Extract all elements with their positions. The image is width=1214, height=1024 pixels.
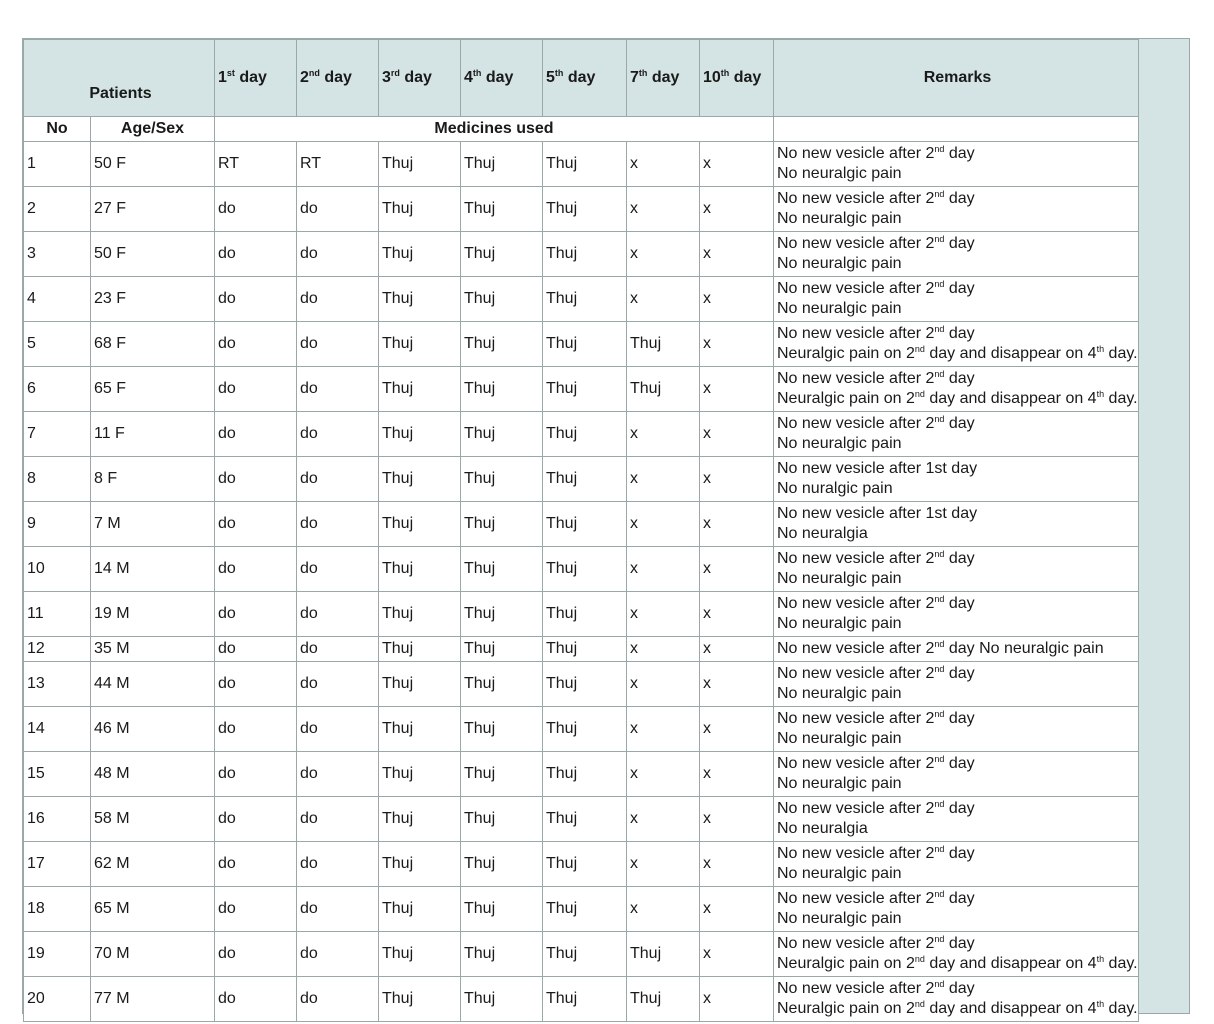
medicine-cell: Thuj	[543, 842, 627, 887]
patient-table	[23, 39, 1139, 1022]
remark-line: No new vesicle after 2nd day	[777, 234, 975, 252]
medicine-cell: do	[215, 457, 297, 502]
medicine-cell: Thuj	[461, 547, 543, 592]
remarks-cell	[774, 592, 1139, 637]
medicine-cell: do	[215, 842, 297, 887]
medicine-cell: x	[700, 502, 774, 547]
medicine-cell: x	[700, 752, 774, 797]
medicine-cell: Thuj	[379, 547, 461, 592]
age-sex-cell: 8 F	[91, 457, 215, 502]
medicine-cell: Thuj	[461, 797, 543, 842]
medicine-cell: x	[627, 142, 700, 187]
medicine-cell: Thuj	[543, 887, 627, 932]
medicine-cell: Thuj	[379, 412, 461, 457]
medicine-cell: Thuj	[379, 637, 461, 662]
medicine-cell: Thuj	[379, 887, 461, 932]
medicine-cell: do	[297, 412, 379, 457]
age-sex-cell: 14 M	[91, 547, 215, 592]
medicine-cell: Thuj	[461, 662, 543, 707]
remarks-cell	[774, 277, 1139, 322]
medicine-cell: Thuj	[543, 322, 627, 367]
medicine-cell: Thuj	[379, 367, 461, 412]
medicine-cell: Thuj	[461, 887, 543, 932]
medicine-cell: Thuj	[543, 977, 627, 1022]
table-row	[24, 412, 1139, 457]
patient-no-cell: 13	[24, 662, 91, 707]
age-sex-cell: 11 F	[91, 412, 215, 457]
medicine-cell: x	[627, 637, 700, 662]
patient-no-cell: 9	[24, 502, 91, 547]
remark-line: No new vesicle after 2nd day	[777, 324, 975, 342]
remarks-cell	[774, 457, 1139, 502]
medicine-cell: Thuj	[461, 752, 543, 797]
remark-line: No new vesicle after 2nd day	[777, 889, 975, 907]
remark-line: Neuralgic pain on 2nd day and disappear on 4th day.	[777, 344, 1138, 362]
subheader-row	[24, 117, 1139, 142]
medicine-cell: Thuj	[461, 412, 543, 457]
medicine-cell: Thuj	[461, 502, 543, 547]
medicine-cell: Thuj	[461, 842, 543, 887]
table-row	[24, 662, 1139, 707]
medicine-cell: Thuj	[627, 322, 700, 367]
remark-line: No neuralgic pain	[777, 570, 902, 587]
age-sex-cell: 50 F	[91, 232, 215, 277]
table-row	[24, 637, 1139, 662]
medicine-cell: do	[215, 322, 297, 367]
remark-line: No neuralgic pain	[777, 910, 902, 927]
medicine-cell: x	[700, 887, 774, 932]
medicine-cell: Thuj	[461, 187, 543, 232]
medicine-cell: x	[627, 457, 700, 502]
remarks-cell	[774, 547, 1139, 592]
remark-line: No nuralgic pain	[777, 480, 893, 497]
remark-line: No neuralgic pain	[777, 865, 902, 882]
patient-no-cell: 10	[24, 547, 91, 592]
patient-no-cell: 5	[24, 322, 91, 367]
remark-line: No new vesicle after 1st day	[777, 505, 978, 522]
age-sex-cell: 68 F	[91, 322, 215, 367]
medicine-cell: Thuj	[543, 662, 627, 707]
medicine-cell: Thuj	[543, 707, 627, 752]
patient-no-cell: 12	[24, 637, 91, 662]
age-sex-cell: 65 F	[91, 367, 215, 412]
medicine-cell: x	[627, 547, 700, 592]
remark-line: No new vesicle after 2nd day	[777, 664, 975, 682]
remark-line: Neuralgic pain on 2nd day and disappear on 4th day.	[777, 954, 1138, 972]
medicine-cell: do	[215, 707, 297, 752]
table-row	[24, 592, 1139, 637]
remarks-cell	[774, 322, 1139, 367]
medicine-cell: x	[700, 592, 774, 637]
table-row	[24, 187, 1139, 232]
remarks-cell	[774, 887, 1139, 932]
remarks-cell	[774, 187, 1139, 232]
remark-line: No new vesicle after 2nd day	[777, 844, 975, 862]
medicine-cell: x	[700, 842, 774, 887]
medicine-cell: do	[215, 662, 297, 707]
medicine-cell: do	[215, 637, 297, 662]
medicine-cell: do	[297, 592, 379, 637]
age-sex-cell: 35 M	[91, 637, 215, 662]
remarks-subheader	[774, 117, 1139, 142]
patient-no-cell: 1	[24, 142, 91, 187]
remark-line: No new vesicle after 2nd day	[777, 934, 975, 952]
remarks-header: Remarks	[774, 40, 1139, 117]
remark-line: No new vesicle after 2nd day	[777, 144, 975, 162]
medicine-cell: Thuj	[461, 977, 543, 1022]
age-sex-cell: 77 M	[91, 977, 215, 1022]
patient-no-cell: 19	[24, 932, 91, 977]
remark-line: No new vesicle after 2nd day	[777, 189, 975, 207]
medicine-cell: x	[700, 142, 774, 187]
medicine-cell: Thuj	[461, 637, 543, 662]
medicine-cell: Thuj	[543, 592, 627, 637]
medicine-cell: x	[700, 412, 774, 457]
medicine-cell: do	[297, 662, 379, 707]
remarks-cell	[774, 752, 1139, 797]
remark-line: No new vesicle after 1st day	[777, 460, 978, 477]
medicine-cell: do	[297, 797, 379, 842]
remark-line: No new vesicle after 2nd day	[777, 594, 975, 612]
age-sex-cell: 50 F	[91, 142, 215, 187]
medicine-cell: x	[700, 637, 774, 662]
medicine-cell: RT	[297, 142, 379, 187]
patient-no-cell: 3	[24, 232, 91, 277]
medicine-cell: x	[700, 187, 774, 232]
age-sex-cell: 27 F	[91, 187, 215, 232]
medicine-cell: Thuj	[543, 187, 627, 232]
remarks-cell	[774, 142, 1139, 187]
medicine-cell: Thuj	[543, 502, 627, 547]
remarks-cell	[774, 637, 1139, 662]
medicine-cell: do	[215, 367, 297, 412]
medicine-cell: Thuj	[543, 752, 627, 797]
medicine-cell: x	[700, 932, 774, 977]
medicine-cell: do	[297, 887, 379, 932]
medicine-cell: do	[297, 277, 379, 322]
remarks-cell	[774, 707, 1139, 752]
medicine-cell: Thuj	[461, 142, 543, 187]
medicine-cell: do	[297, 932, 379, 977]
patient-no-cell: 4	[24, 277, 91, 322]
medicine-cell: do	[215, 592, 297, 637]
medicine-cell: x	[700, 367, 774, 412]
medicine-cell: x	[700, 322, 774, 367]
medicine-cell: x	[627, 277, 700, 322]
medicine-cell: do	[215, 977, 297, 1022]
table-row	[24, 977, 1139, 1022]
patient-no-cell: 15	[24, 752, 91, 797]
medicine-cell: Thuj	[461, 277, 543, 322]
day-header: 7th day	[627, 40, 700, 117]
medicine-cell: Thuj	[379, 232, 461, 277]
medicine-cell: x	[700, 797, 774, 842]
medicine-cell: do	[215, 887, 297, 932]
age-sex-cell: 23 F	[91, 277, 215, 322]
remarks-cell	[774, 232, 1139, 277]
medicine-cell: do	[215, 547, 297, 592]
remark-line: No neuralgic pain	[777, 685, 902, 702]
age-sex-cell: 62 M	[91, 842, 215, 887]
remark-line: No new vesicle after 2nd day	[777, 369, 975, 387]
medicine-cell: x	[627, 797, 700, 842]
remark-line: Neuralgic pain on 2nd day and disappear on 4th day.	[777, 999, 1138, 1017]
medicine-cell: do	[297, 977, 379, 1022]
medicine-cell: x	[627, 662, 700, 707]
remark-line: No neuralgic pain	[777, 300, 902, 317]
medicine-cell: do	[215, 232, 297, 277]
table-row	[24, 842, 1139, 887]
table-row	[24, 887, 1139, 932]
medicines-used-header: Medicines used	[215, 117, 774, 142]
medicine-cell: Thuj	[379, 142, 461, 187]
medicine-cell: x	[627, 887, 700, 932]
medicine-cell: do	[215, 932, 297, 977]
medicine-cell: Thuj	[379, 662, 461, 707]
medicine-cell: do	[215, 277, 297, 322]
medicine-cell: do	[297, 752, 379, 797]
medicine-cell: Thuj	[543, 367, 627, 412]
medicine-cell: Thuj	[461, 232, 543, 277]
medicine-cell: Thuj	[627, 367, 700, 412]
day-header: 1st day	[215, 40, 297, 117]
remarks-cell	[774, 797, 1139, 842]
medicine-cell: do	[215, 752, 297, 797]
table-row	[24, 457, 1139, 502]
day-header: 3rd day	[379, 40, 461, 117]
medicine-cell: x	[627, 707, 700, 752]
age-sex-cell: 46 M	[91, 707, 215, 752]
medicine-cell: Thuj	[543, 547, 627, 592]
medicine-cell: x	[627, 502, 700, 547]
remark-line: No neuralgic pain	[777, 255, 902, 272]
age-sex-cell: 65 M	[91, 887, 215, 932]
medicine-cell: Thuj	[543, 277, 627, 322]
table-row	[24, 932, 1139, 977]
header-row	[24, 40, 1139, 117]
day-header: 2nd day	[297, 40, 379, 117]
remark-line: No neuralgia	[777, 820, 868, 837]
table-row	[24, 142, 1139, 187]
remarks-cell	[774, 842, 1139, 887]
table-row	[24, 547, 1139, 592]
table-row	[24, 367, 1139, 412]
remarks-cell	[774, 502, 1139, 547]
age-sex-cell: 7 M	[91, 502, 215, 547]
age-sex-header: Age/Sex	[91, 117, 215, 142]
patient-no-cell: 20	[24, 977, 91, 1022]
patient-no-cell: 7	[24, 412, 91, 457]
table-row	[24, 707, 1139, 752]
remark-line: No new vesicle after 2nd day	[777, 799, 975, 817]
remark-line: No new vesicle after 2nd day	[777, 549, 975, 567]
patient-no-cell: 17	[24, 842, 91, 887]
table-row	[24, 502, 1139, 547]
age-sex-cell: 19 M	[91, 592, 215, 637]
medicine-cell: do	[215, 412, 297, 457]
no-header: No	[24, 117, 91, 142]
remark-line: No neuralgic pain	[777, 615, 902, 632]
day-header: 5th day	[543, 40, 627, 117]
patients-header: Patients	[24, 40, 215, 117]
medicine-cell: Thuj	[627, 932, 700, 977]
remarks-cell	[774, 977, 1139, 1022]
medicine-cell: Thuj	[543, 232, 627, 277]
medicine-cell: Thuj	[379, 842, 461, 887]
medicine-cell: x	[700, 707, 774, 752]
medicine-cell: do	[297, 707, 379, 752]
medicine-cell: Thuj	[379, 752, 461, 797]
remark-line: No neuralgic pain	[777, 210, 902, 227]
medicine-cell: Thuj	[543, 457, 627, 502]
medicine-cell: Thuj	[379, 707, 461, 752]
patient-no-cell: 8	[24, 457, 91, 502]
medicine-cell: do	[297, 842, 379, 887]
medicine-cell: Thuj	[543, 932, 627, 977]
medicine-cell: Thuj	[379, 187, 461, 232]
medicine-cell: x	[700, 977, 774, 1022]
remark-line: No neuralgic pain	[777, 730, 902, 747]
remark-line: No new vesicle after 2nd day	[777, 709, 975, 727]
remark-line: No neuralgic pain	[777, 775, 902, 792]
medicine-cell: do	[297, 367, 379, 412]
medicine-cell: Thuj	[461, 707, 543, 752]
medicine-cell: do	[215, 797, 297, 842]
medicine-cell: Thuj	[379, 592, 461, 637]
medicine-cell: Thuj	[379, 322, 461, 367]
medicine-cell: do	[215, 187, 297, 232]
medicine-cell: x	[700, 547, 774, 592]
medicine-cell: x	[700, 457, 774, 502]
remarks-cell	[774, 412, 1139, 457]
table-row	[24, 752, 1139, 797]
remark-line: No new vesicle after 2nd day	[777, 414, 975, 432]
remarks-cell	[774, 367, 1139, 412]
medicine-cell: Thuj	[379, 932, 461, 977]
remark-line: No new vesicle after 2nd day	[777, 279, 975, 297]
table-row	[24, 232, 1139, 277]
day-header: 10th day	[700, 40, 774, 117]
medicine-cell: x	[627, 752, 700, 797]
medicine-cell: Thuj	[543, 637, 627, 662]
patient-no-cell: 11	[24, 592, 91, 637]
patient-no-cell: 6	[24, 367, 91, 412]
medicine-cell: Thuj	[461, 592, 543, 637]
medicine-cell: Thuj	[461, 457, 543, 502]
medicine-cell: Thuj	[379, 797, 461, 842]
medicine-cell: x	[627, 187, 700, 232]
table-row	[24, 322, 1139, 367]
age-sex-cell: 44 M	[91, 662, 215, 707]
medicine-cell: Thuj	[543, 412, 627, 457]
table-row	[24, 277, 1139, 322]
patient-no-cell: 18	[24, 887, 91, 932]
medicine-cell: do	[297, 232, 379, 277]
medicine-cell: Thuj	[627, 977, 700, 1022]
medicine-cell: Thuj	[461, 367, 543, 412]
medicine-cell: do	[297, 187, 379, 232]
remark-line: No new vesicle after 2nd day No neuralgic pain	[777, 639, 1104, 657]
medicine-cell: do	[297, 637, 379, 662]
medicine-cell: Thuj	[379, 502, 461, 547]
table-container	[22, 38, 1190, 1017]
remarks-cell	[774, 662, 1139, 707]
remark-line: No neuralgic pain	[777, 435, 902, 452]
medicine-cell: Thuj	[543, 797, 627, 842]
patient-no-cell: 14	[24, 707, 91, 752]
patient-no-cell: 16	[24, 797, 91, 842]
remark-line: No neuralgia	[777, 525, 868, 542]
medicine-cell: x	[627, 842, 700, 887]
medicine-cell: Thuj	[461, 932, 543, 977]
medicine-cell: Thuj	[379, 977, 461, 1022]
medicine-cell: x	[700, 662, 774, 707]
medicine-cell: Thuj	[379, 277, 461, 322]
medicine-cell: x	[700, 277, 774, 322]
medicine-cell: Thuj	[461, 322, 543, 367]
medicine-cell: do	[215, 502, 297, 547]
remark-line: No new vesicle after 2nd day	[777, 979, 975, 997]
medicine-cell: x	[700, 232, 774, 277]
day-header: 4th day	[461, 40, 543, 117]
remark-line: No neuralgic pain	[777, 165, 902, 182]
age-sex-cell: 58 M	[91, 797, 215, 842]
medicine-cell: do	[297, 547, 379, 592]
patient-no-cell: 2	[24, 187, 91, 232]
age-sex-cell: 48 M	[91, 752, 215, 797]
remark-line: No new vesicle after 2nd day	[777, 754, 975, 772]
medicine-cell: x	[627, 412, 700, 457]
medicine-cell: do	[297, 502, 379, 547]
table-row	[24, 797, 1139, 842]
medicine-cell: do	[297, 457, 379, 502]
age-sex-cell: 70 M	[91, 932, 215, 977]
medicine-cell: Thuj	[379, 457, 461, 502]
remark-line: Neuralgic pain on 2nd day and disappear on 4th day.	[777, 389, 1138, 407]
medicine-cell: do	[297, 322, 379, 367]
remarks-cell	[774, 932, 1139, 977]
medicine-cell: RT	[215, 142, 297, 187]
medicine-cell: Thuj	[543, 142, 627, 187]
medicine-cell: x	[627, 232, 700, 277]
medicine-cell: x	[627, 592, 700, 637]
